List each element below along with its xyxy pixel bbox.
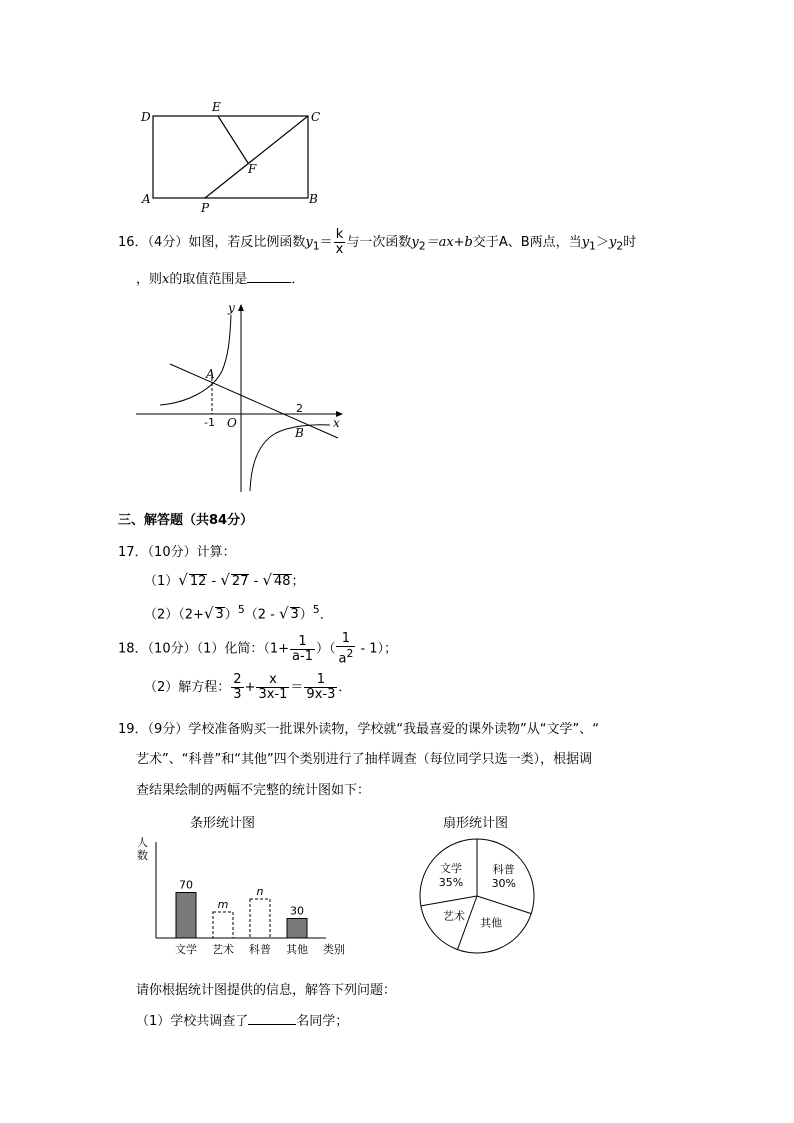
hyperbola-branch-left [160, 315, 231, 405]
question-17-part2 [144, 600, 333, 625]
sqrt-icon: √ [220, 571, 230, 589]
pie-slice-percent: 35% [438, 876, 464, 890]
question-17-header: 17．（10分）计算： [118, 545, 236, 560]
q16-line2-x: x [162, 272, 170, 287]
q17-p2-b2: ） [299, 607, 313, 623]
bar-科普 [250, 899, 270, 938]
bar-data-label: n [256, 885, 264, 898]
q16-cmp-sub2: 2 [616, 239, 624, 253]
label-a: A [142, 192, 151, 206]
bar-data-label: 30 [290, 904, 304, 918]
bar-category-label: 文学 [175, 943, 197, 956]
q18-frac5-num: 1 [304, 673, 337, 688]
rectangle-figure [135, 100, 335, 218]
label-point-b: B [295, 426, 304, 440]
q17-r12: 12 [189, 574, 207, 589]
pie-slice-divider [458, 896, 477, 950]
q18-frac-2 [336, 632, 355, 666]
q19-sub1-b: 名同学； [296, 1014, 349, 1029]
q16-answer-blank[interactable] [247, 270, 291, 283]
q18-header: 18．（10分）（1）化简： [118, 641, 264, 657]
q17-exp-2: 5 [312, 603, 320, 616]
label-b: B [309, 192, 318, 206]
q18-a2: ）（ [315, 641, 336, 657]
question-19-line2: 艺术”、“科普”和“其他”四个类别进行了抽样调查（每位同学只选一类），根据调 [136, 752, 593, 767]
bar-data-label: 70 [179, 878, 193, 892]
q18-frac-3 [231, 673, 243, 702]
q17-exp-1: 5 [237, 603, 245, 616]
bar-艺术 [213, 912, 233, 938]
q16-line2-a: ，则 [136, 272, 163, 287]
q19-sub1-a: （1）学校共调查了 [136, 1014, 249, 1029]
q16-sub1: 1 [312, 239, 320, 253]
question-18-part2 [144, 673, 351, 703]
q16-y2: y [411, 235, 419, 250]
q16-text-a: 如图，若反比例函数 [188, 235, 306, 250]
q16-text-b: 与一次函数 [346, 235, 412, 250]
q18-frac-5 [304, 673, 337, 702]
bar-category-label: 其他 [286, 943, 308, 956]
q18-frac1-num: 1 [290, 635, 315, 650]
label-y-axis: y [228, 301, 235, 315]
q18-frac4-den: 3x-1 [258, 687, 288, 702]
q18-a3: - 1）； [356, 641, 398, 657]
q16-number: 16． [118, 235, 148, 250]
q16-eq: ＝ [319, 235, 333, 250]
bar-chart [130, 830, 360, 960]
q18-plus: + [244, 680, 256, 695]
question-19-ask: 请你根据统计图提供的信息，解答下列问题： [136, 983, 397, 998]
q17-p2-a: （2+ [178, 607, 204, 623]
question-19-line1: 19．（9分）学校准备购买一批课外读物，学校就“我最喜爱的课外读物”从“文学”、“ [118, 722, 599, 737]
question-17-part1 [144, 570, 305, 592]
segment-ef [218, 116, 248, 163]
label-origin: O [227, 416, 237, 430]
pie-slice-label: 其他 [480, 916, 503, 930]
q18-frac3-num: 2 [233, 672, 242, 687]
label-d: D [141, 110, 151, 124]
question-19-sub1 [136, 1010, 348, 1029]
sqrt-icon: √ [203, 604, 214, 623]
q17-p1-end: ； [291, 574, 305, 589]
q18-frac3-den: 3 [233, 687, 242, 702]
pie-slice-percent: 30% [491, 877, 517, 891]
linear-function-line [170, 364, 338, 438]
q18-frac4-num: x [256, 673, 289, 688]
q17-p2-label: （2） [144, 607, 179, 623]
q16-gt: ＞ [595, 235, 609, 250]
q16-fraction-k-over-x [334, 228, 346, 257]
q17-minus-1: - [207, 574, 221, 589]
q16-cmp-y1: y [581, 235, 590, 250]
question-16-line2 [136, 270, 304, 290]
pie-slice-label: 艺术 [443, 909, 466, 923]
q18-p2-label: （2）解方程： [144, 680, 231, 695]
q16-score: （4分） [147, 235, 189, 250]
label-x-axis: x [333, 416, 340, 430]
q16-cmp-sub1: 1 [589, 239, 596, 253]
section-3-title: 三、解答题（共84分） [118, 513, 254, 528]
label-e: E [212, 100, 221, 114]
q16-frac-num: k [334, 228, 346, 243]
pie-slice-label: 科普 [492, 863, 515, 877]
q17-minus-2: - [249, 574, 263, 589]
hyperbola-branch-right [250, 425, 330, 491]
q16-y1: y [305, 235, 313, 250]
label-f: F [248, 162, 257, 176]
bar-其他 [287, 919, 307, 939]
question-18-part1 [118, 632, 397, 666]
question-16-line1 [118, 228, 636, 264]
label-neg-one: -1 [204, 416, 215, 429]
q18-a1: （1+ [263, 641, 290, 657]
q18-frac2-den [336, 647, 355, 666]
q19-answer-blank[interactable] [248, 1012, 296, 1025]
pie-slice-label: 文学 [439, 862, 462, 876]
q16-line2-end: ． [291, 272, 305, 287]
bar-文学 [176, 893, 196, 939]
q18-a: a [338, 651, 347, 667]
q18-frac1-den: a-1 [292, 648, 313, 664]
q16-text-d: 时 [623, 235, 637, 250]
q16-line2-b: 的取值范围是 [169, 272, 248, 287]
q16-sub2: 2 [418, 239, 426, 253]
sqrt-icon: √ [278, 604, 289, 623]
bar-data-label: m [217, 898, 229, 911]
q18-frac-1 [290, 635, 315, 664]
pie-chart [415, 834, 545, 964]
sqrt-icon: √ [262, 571, 272, 589]
q17-p1-label: （1） [144, 574, 179, 589]
q18-frac5-den: 9x-3 [306, 687, 336, 702]
pie-slice-divider [477, 896, 531, 914]
bar-ylabel-char: 人 [137, 836, 148, 849]
bar-category-label: 艺术 [212, 943, 234, 956]
q17-r27: 27 [231, 574, 249, 589]
bar-chart-title: 条形统计图 [190, 816, 256, 831]
pie-slice-divider [421, 896, 477, 906]
rectangle-abcd [153, 116, 308, 198]
q17-r48: 48 [274, 574, 291, 589]
q18-eq: ＝ [290, 680, 304, 695]
function-graph [130, 295, 355, 495]
q16-rhs: ＝ax+b [425, 235, 473, 250]
label-c: C [311, 110, 321, 124]
pie-chart-title: 扇形统计图 [443, 816, 509, 831]
q18-frac-4 [256, 673, 289, 702]
label-p: P [201, 201, 210, 215]
q18-frac2-num: 1 [336, 632, 355, 647]
q17-p2-end: ． [319, 607, 333, 623]
bar-ylabel-char: 数 [137, 849, 148, 862]
segment-pc [205, 116, 308, 198]
q18-end: ． [338, 680, 352, 695]
q17-p2-b: ） [224, 607, 238, 623]
bar-category-label: 科普 [249, 943, 271, 956]
bar-xlabel: 类别 [323, 943, 345, 956]
q17-p2-c: （2 - [244, 607, 279, 623]
q16-cmp-y2: y [608, 235, 617, 250]
label-point-a: A [206, 367, 215, 381]
q17-r3-a: 3 [215, 607, 224, 623]
q16-frac-den: x [335, 242, 344, 257]
label-two: 2 [296, 402, 303, 415]
question-19-line3: 查结果绘制的两幅不完整的统计图如下： [136, 783, 371, 798]
q16-text-c: 交于A、B两点，当 [472, 235, 582, 250]
sqrt-icon: √ [178, 571, 188, 589]
q17-r3-b: 3 [290, 607, 299, 623]
q18-sq: 2 [346, 647, 354, 660]
